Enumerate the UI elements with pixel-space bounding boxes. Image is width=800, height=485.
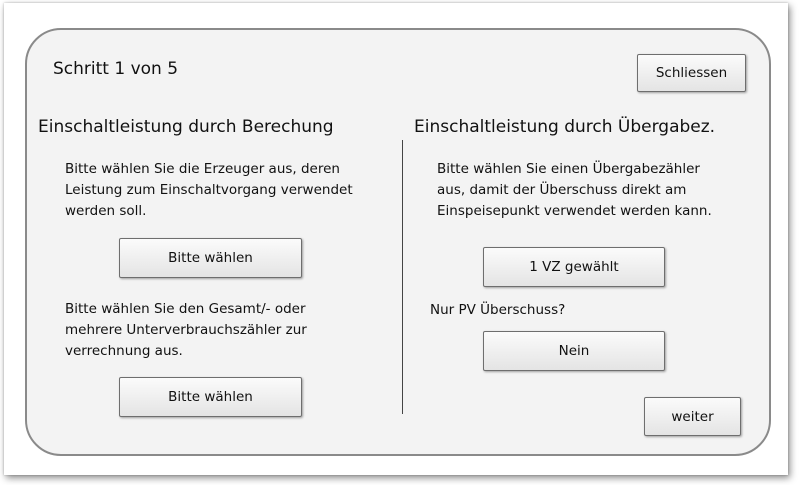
left-description-generators bbox=[65, 159, 353, 222]
text-line: Leistung zum Einschaltvorgang verwendet bbox=[65, 182, 353, 198]
text-line: mehrere Unterverbrauchszähler zur bbox=[65, 322, 307, 338]
right-description-transfer-meter bbox=[437, 159, 712, 222]
column-divider bbox=[402, 140, 403, 414]
close-button[interactable]: Schliessen bbox=[637, 54, 746, 92]
text-line: Bitte wählen Sie einen Übergabezähler bbox=[437, 161, 700, 177]
select-generators-button[interactable]: Bitte wählen bbox=[119, 238, 302, 278]
pv-surplus-question: Nur PV Überschuss? bbox=[430, 302, 566, 318]
text-line: Bitte wählen Sie die Erzeuger aus, deren bbox=[65, 161, 340, 177]
select-meters-button[interactable]: Bitte wählen bbox=[119, 377, 302, 417]
text-line: aus, damit der Überschuss direkt am bbox=[437, 182, 687, 198]
text-line: Einspeisepunkt verwendet werden kann. bbox=[437, 203, 712, 219]
right-section-title: Einschaltleistung durch Übergabez. bbox=[414, 117, 716, 137]
left-description-meters bbox=[65, 299, 307, 362]
text-line: Bitte wählen Sie den Gesamt/- oder bbox=[65, 301, 306, 317]
text-line: werden soll. bbox=[65, 203, 147, 219]
step-indicator: Schritt 1 von 5 bbox=[53, 59, 179, 79]
text-line: verrechnung aus. bbox=[65, 343, 183, 359]
select-transfer-meter-button[interactable]: 1 VZ gewählt bbox=[483, 247, 665, 287]
pv-surplus-toggle-button[interactable]: Nein bbox=[483, 331, 665, 371]
left-section-title: Einschaltleistung durch Berechung bbox=[38, 117, 334, 137]
next-button[interactable]: weiter bbox=[644, 397, 741, 436]
